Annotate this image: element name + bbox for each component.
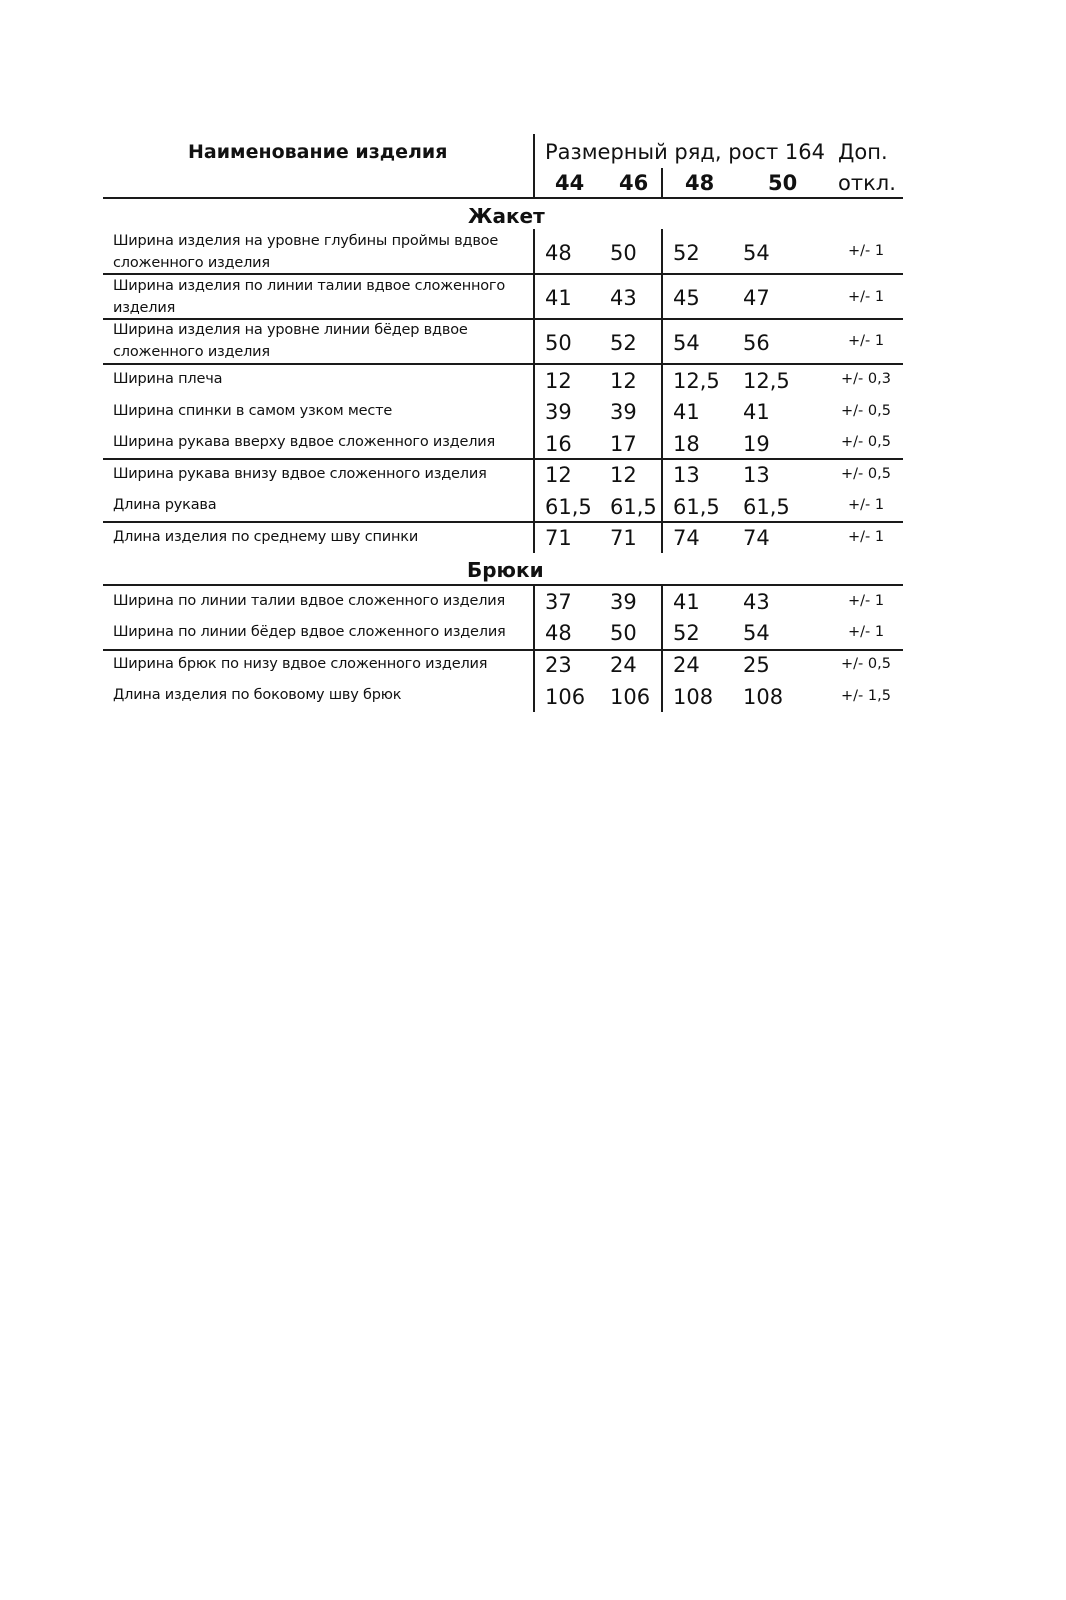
tolerance-value: +/- 1 [848, 289, 885, 305]
size-value: 41 [545, 286, 572, 310]
header-rule [103, 197, 903, 199]
tolerance-value: +/- 1 [848, 333, 885, 349]
size-value: 12 [610, 463, 637, 487]
size-value: 25 [743, 653, 770, 677]
tolerance-value: +/- 1 [848, 624, 885, 640]
measurement-name: Ширина изделия по линии талии вдвое сложенного [113, 278, 506, 294]
size-value: 24 [673, 653, 700, 677]
size-value: 48 [545, 241, 572, 265]
measurement-name: Длина изделия по среднему шву спинки [113, 529, 419, 545]
measurement-name: Ширина брюк по низу вдвое сложенного изделия [113, 656, 488, 672]
size-value: 106 [610, 685, 651, 709]
size-value: 19 [743, 432, 770, 456]
size-value: 108 [673, 685, 714, 709]
size-value: 61,5 [673, 495, 720, 519]
size-value: 24 [610, 653, 637, 677]
measurement-name: Ширина плеча [113, 371, 223, 387]
column-header-item-name: Наименование изделия [188, 141, 448, 163]
size-value: 52 [673, 241, 700, 265]
measurement-name: Длина изделия по боковому шву брюк [113, 687, 402, 703]
size-value: 106 [545, 685, 586, 709]
size-value: 12 [610, 369, 637, 393]
measurement-name: Ширина изделия на уровне линии бёдер вдвое [113, 322, 468, 338]
section-rule [103, 584, 903, 586]
size-value: 50 [545, 331, 572, 355]
size-value: 13 [743, 463, 770, 487]
measurement-name: сложенного изделия [113, 344, 270, 360]
size-value: 54 [673, 331, 700, 355]
size-value: 18 [673, 432, 700, 456]
row-divider [103, 649, 903, 651]
measurement-name: сложенного изделия [113, 255, 270, 271]
size-value: 74 [743, 526, 770, 550]
row-divider [103, 363, 903, 365]
row-divider [103, 273, 903, 275]
size-value: 61,5 [545, 495, 592, 519]
measurement-name: Длина рукава [113, 497, 217, 513]
section-title-trousers: Брюки [467, 558, 544, 582]
size-value: 56 [743, 331, 770, 355]
size-value: 13 [673, 463, 700, 487]
tolerance-header-line2: откл. [838, 171, 896, 195]
size-value: 12,5 [743, 369, 790, 393]
tolerance-value: +/- 0,3 [841, 371, 891, 387]
size-header-44: 44 [555, 171, 585, 195]
size-value: 23 [545, 653, 572, 677]
size-value: 45 [673, 286, 700, 310]
size-value: 61,5 [610, 495, 657, 519]
column-divider [533, 586, 535, 712]
tolerance-value: +/- 0,5 [841, 466, 891, 482]
tolerance-value: +/- 1 [848, 593, 885, 609]
tolerance-value: +/- 1,5 [841, 688, 891, 704]
row-divider [103, 458, 903, 460]
size-value: 47 [743, 286, 770, 310]
size-value: 39 [610, 590, 637, 614]
tolerance-value: +/- 0,5 [841, 403, 891, 419]
tolerance-value: +/- 0,5 [841, 656, 891, 672]
size-value: 52 [673, 621, 700, 645]
column-divider [533, 134, 535, 198]
size-value: 71 [610, 526, 637, 550]
measurement-name: изделия [113, 300, 176, 316]
size-value: 12,5 [673, 369, 720, 393]
measurement-name: Ширина по линии талии вдвое сложенного изделия [113, 593, 506, 609]
measurement-name: Ширина спинки в самом узком месте [113, 403, 393, 419]
size-value: 41 [673, 590, 700, 614]
size-header-50: 50 [768, 171, 798, 195]
size-value: 39 [610, 400, 637, 424]
measurement-name: Ширина рукава внизу вдвое сложенного изделия [113, 466, 487, 482]
column-divider [661, 229, 663, 553]
row-divider [103, 318, 903, 320]
measurement-name: Ширина рукава вверху вдвое сложенного изделия [113, 434, 496, 450]
tolerance-value: +/- 1 [848, 497, 885, 513]
measurement-name: Ширина изделия на уровне глубины проймы вдвое [113, 233, 499, 249]
size-value: 41 [673, 400, 700, 424]
tolerance-header-line1: Доп. [838, 140, 888, 164]
size-value: 43 [743, 590, 770, 614]
size-header-48: 48 [685, 171, 715, 195]
size-header-46: 46 [619, 171, 649, 195]
size-value: 54 [743, 241, 770, 265]
size-value: 54 [743, 621, 770, 645]
section-title-jacket: Жакет [468, 204, 545, 228]
size-value: 50 [610, 621, 637, 645]
tolerance-value: +/- 1 [848, 529, 885, 545]
size-value: 52 [610, 331, 637, 355]
size-range-label: Размерный ряд, рост 164 [545, 140, 825, 164]
size-value: 39 [545, 400, 572, 424]
row-divider [103, 521, 903, 523]
size-value: 16 [545, 432, 572, 456]
size-value: 41 [743, 400, 770, 424]
size-value: 12 [545, 369, 572, 393]
size-value: 43 [610, 286, 637, 310]
size-value: 74 [673, 526, 700, 550]
size-value: 50 [610, 241, 637, 265]
column-divider [661, 586, 663, 712]
size-value: 17 [610, 432, 637, 456]
column-divider [533, 229, 535, 553]
size-value: 37 [545, 590, 572, 614]
tolerance-value: +/- 1 [848, 243, 885, 259]
column-divider [661, 168, 663, 198]
tolerance-value: +/- 0,5 [841, 434, 891, 450]
size-value: 48 [545, 621, 572, 645]
size-value: 61,5 [743, 495, 790, 519]
size-value: 12 [545, 463, 572, 487]
size-value: 108 [743, 685, 784, 709]
size-value: 71 [545, 526, 572, 550]
measurement-name: Ширина по линии бёдер вдвое сложенного изделия [113, 624, 506, 640]
